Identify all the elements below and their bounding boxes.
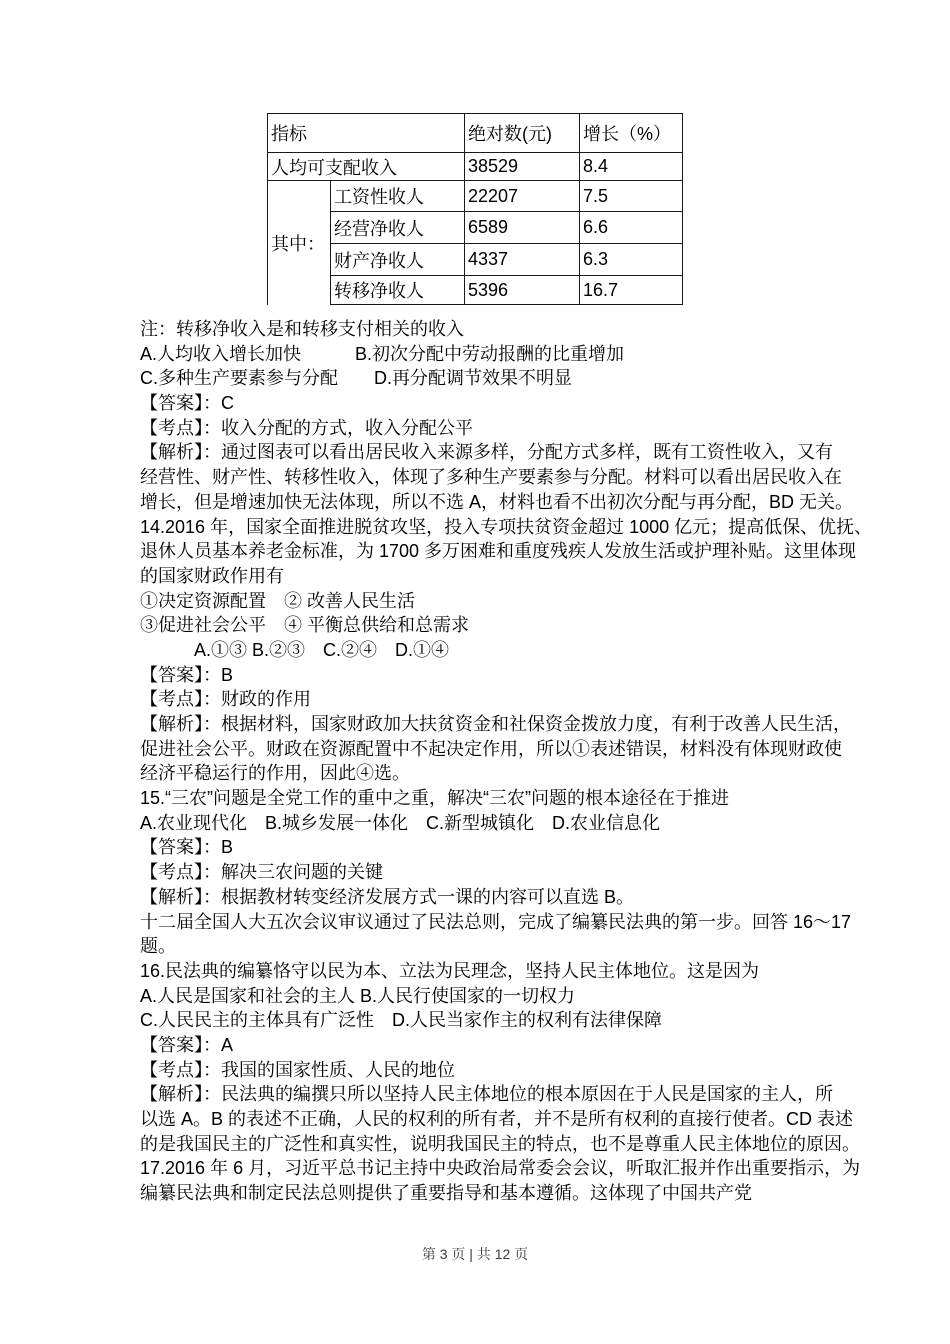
group-label-cell: 其中： [268, 181, 331, 305]
text-line: 【答案】：B [140, 664, 234, 685]
growth-cell: 16.7 [580, 276, 683, 305]
text-line: 【考点】：收入分配的方式，收入分配公平 [140, 417, 473, 438]
text-line: 【答案】：C [140, 393, 234, 414]
text-line: 经营性、财产性、转移性收入，体现了多种生产要素参与分配。材料可以看出居民收入在 [140, 467, 842, 488]
text-line: 题。 [140, 936, 176, 957]
table-row [268, 212, 683, 244]
text-line: 【解析】：根据材料，国家财政加大扶贫资金和社保资金拨放力度，有利于改善人民生活， [140, 714, 851, 734]
text-line: A.①③ B.②③ C.②④ D.①④ [140, 639, 450, 660]
text-line: ①决定资源配置 ② 改善人民生活 [140, 590, 415, 611]
text-line: 以选 A。B 的表述不正确，人民的权利的所有者，并不是所有权利的直接行使者。CD 表述 [140, 1109, 854, 1129]
text-line: 【考点】：财政的作用 [140, 689, 311, 710]
page-indicator: 第 3 页 | 共 12 页 [421, 1246, 529, 1262]
growth-cell: 6.6 [580, 212, 683, 244]
header-absolute: 绝对数(元) [465, 114, 580, 153]
text-line: 【答案】：A [140, 1034, 234, 1055]
indicator-cell: 人均可支配收入 [268, 153, 465, 181]
text-line: 17.2016 年 6 月，习近平总书记主持中央政治局常委会会议，听取汇报并作出重要指示，为 [140, 1158, 861, 1179]
growth-cell: 8.4 [580, 153, 683, 181]
text-line: 十二届全国人大五次会议审议通过了民法总则，完成了编纂民法典的第一步。回答 16〜17 [140, 911, 852, 932]
text-line: 14.2016 年，国家全面推进脱贫攻坚，投入专项扶贫资金超过 1000 亿元；提高低保、优抚、 [140, 516, 873, 537]
growth-cell: 7.5 [580, 181, 683, 212]
absolute-cell: 5396 [465, 276, 580, 305]
text-line: 的是我国民主的广泛性和真实性，说明我国民主的特点，也不是尊重人民主体地位的原因。 [140, 1133, 860, 1154]
text-line: 退休人员基本养老金标准，为 1700 多万困难和重度残疾人发放生活或护理补贴。这里体现 [140, 541, 857, 562]
text-line: C.人民民主的主体具有广泛性 D.人民当家作主的权利有法律保障 [140, 1010, 662, 1031]
text-line: 促进社会公平。财政在资源配置中不起决定作用，所以①表述错误，材料没有体现财政使 [140, 738, 842, 759]
header-growth: 增长（%） [580, 114, 683, 153]
question-text-block [140, 317, 873, 1206]
text-line: 【考点】：我国的国家性质、人民的地位 [140, 1059, 455, 1080]
table-row [268, 244, 683, 276]
text-line: 【解析】：根据教材转变经济发展方式一课的内容可以直选 B。 [140, 886, 635, 907]
table-row [268, 276, 683, 305]
text-line: 【考点】：解决三农问题的关键 [140, 862, 383, 883]
text-line: 编纂民法典和制定民法总则提供了重要指导和基本遵循。这体现了中国共产党 [140, 1183, 752, 1204]
absolute-cell: 38529 [465, 153, 580, 181]
absolute-cell: 6589 [465, 212, 580, 244]
text-line: 增长，但是增速加快无法体现，所以不选 A，材料也看不出初次分配与再分配，BD 无关。 [140, 491, 854, 512]
text-line: A.人均收入增长加快 B.初次分配中劳动报酬的比重增加 [140, 343, 625, 364]
text-line: 注：转移净收入是和转移支付相关的收入 [140, 319, 464, 339]
header-indicator: 指标 [268, 114, 465, 153]
page-footer [0, 1244, 950, 1264]
text-line: C.多种生产要素参与分配 D.再分配调节效果不明显 [140, 368, 572, 389]
text-line: 【解析】：通过图表可以看出居民收入来源多样，分配方式多样，既有工资性收入，又有 [140, 442, 833, 463]
table-row [268, 153, 683, 181]
table-row [268, 114, 683, 153]
text-line: 的国家财政作用有 [140, 565, 284, 586]
indicator-cell: 经营净收人 [331, 212, 465, 244]
indicator-cell: 工资性收人 [331, 181, 465, 212]
table-row [268, 181, 683, 212]
text-line: 【答案】：B [140, 837, 234, 858]
absolute-cell: 4337 [465, 244, 580, 276]
text-line: ③促进社会公平 ④ 平衡总供给和总需求 [140, 615, 469, 636]
text-line: A.农业现代化 B.城乡发展一体化 C.新型城镇化 D.农业信息化 [140, 812, 661, 833]
text-line: 16.民法典的编纂恪守以民为本、立法为民理念，坚持人民主体地位。这是因为 [140, 960, 760, 981]
income-table [267, 113, 683, 305]
income-table-body [268, 114, 683, 305]
text-line: 经济平稳运行的作用，因此④选。 [140, 763, 410, 784]
text-line: A.人民是国家和社会的主人 B.人民行使国家的一切权力 [140, 985, 576, 1006]
growth-cell: 6.3 [580, 244, 683, 276]
text-line: 【解析】：民法典的编撰只所以坚持人民主体地位的根本原因在于人民是国家的主人，所 [140, 1084, 833, 1105]
absolute-cell: 22207 [465, 181, 580, 212]
indicator-cell: 转移净收人 [331, 276, 465, 305]
indicator-cell: 财产净收人 [331, 244, 465, 276]
text-line: 15.“三农”问题是全党工作的重中之重，解决“三农”问题的根本途径在于推进 [140, 788, 729, 809]
